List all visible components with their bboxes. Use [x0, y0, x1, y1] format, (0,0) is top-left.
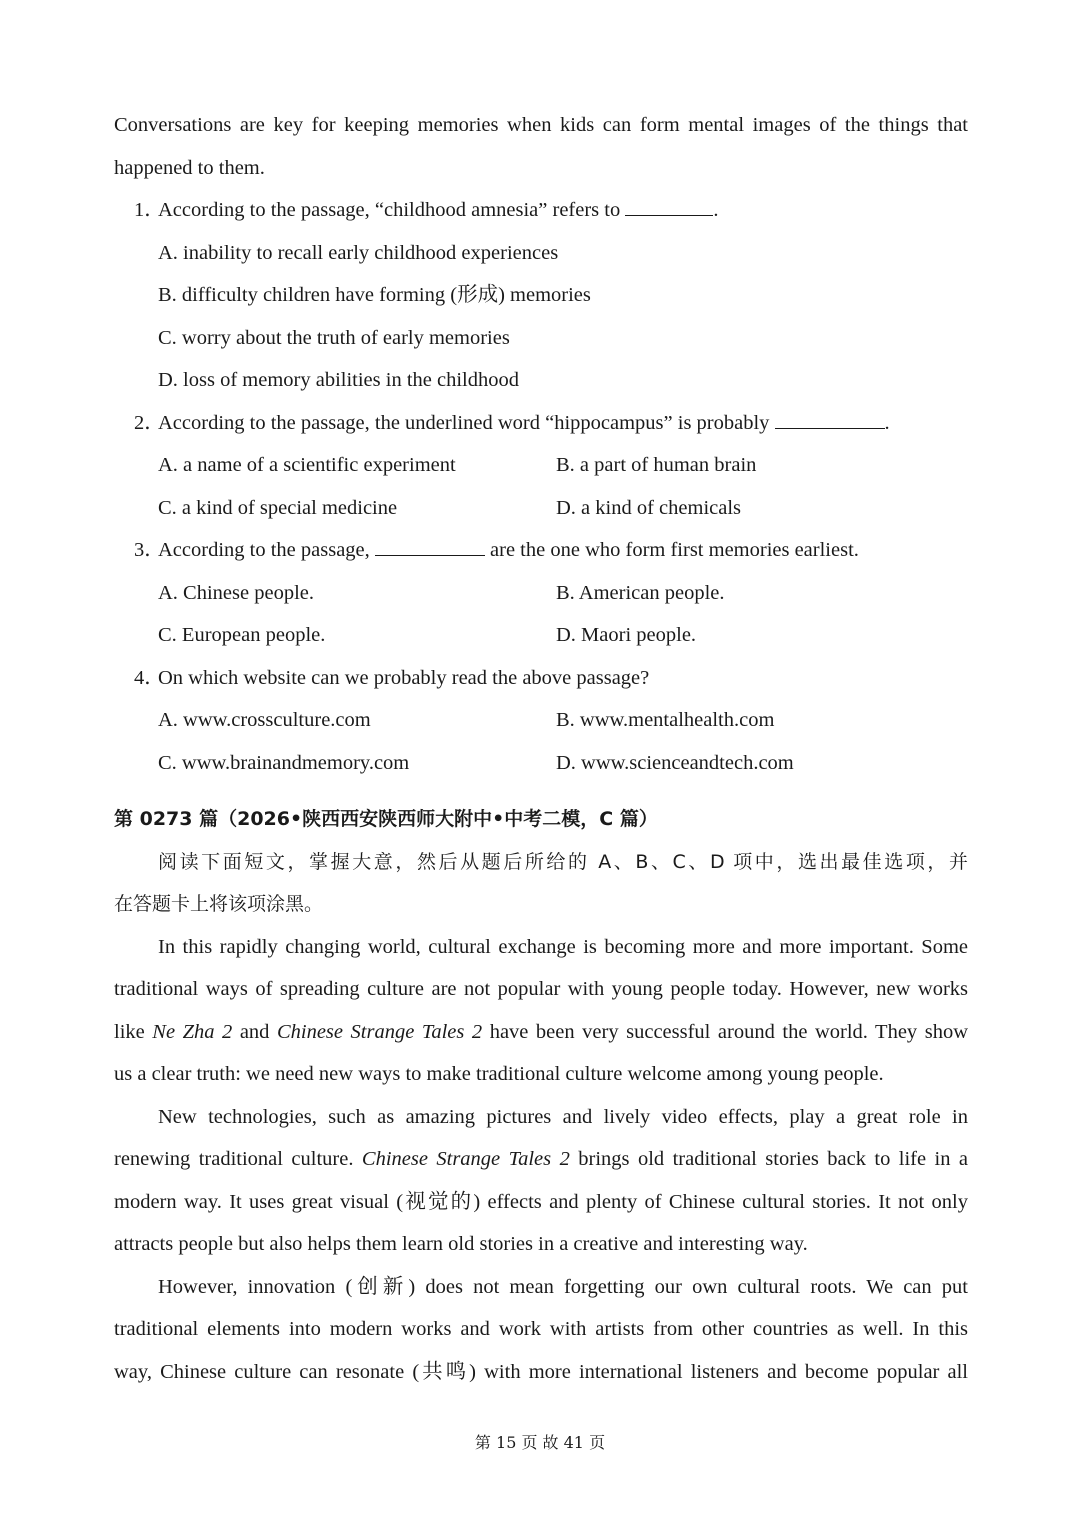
question-stem: According to the passage, the underlined word “hippocampus” is probably — [158, 411, 775, 434]
option: D. www.scienceandtech.com — [556, 751, 794, 774]
passage-line: way, Chinese culture can resonate (共鸣) with more international listeners and become popular all — [114, 1360, 968, 1383]
passage-line — [114, 1011, 968, 1054]
passage-line: traditional elements into modern works and work with artists from other countries as well. In this — [114, 1318, 968, 1340]
text-run: renewing traditional culture. — [114, 1148, 362, 1170]
option-row — [114, 572, 968, 615]
instruction-line: 在答题卡上将该项涂黑。 — [114, 893, 324, 915]
text-run: have been very successful around the world. They show — [482, 1020, 968, 1043]
option-row — [114, 699, 968, 742]
option: B. American people. — [556, 581, 725, 604]
option: D. Maori people. — [556, 624, 697, 646]
passage-line: us a clear truth: we need new ways to make traditional culture welcome among young people. — [114, 1063, 884, 1085]
text-run: and — [232, 1020, 277, 1043]
page-footer: 第 15 页 故 41 页 — [474, 1433, 606, 1452]
answer-blank — [775, 402, 885, 429]
question-number: 3． — [134, 539, 165, 561]
option-row — [114, 742, 968, 785]
option: C. European people. — [158, 624, 326, 646]
option: B. www.mentalhealth.com — [556, 709, 775, 731]
passage-line: attracts people but also helps them learn old stories in a creative and interesting way. — [114, 1233, 808, 1255]
question-stem-end: . — [884, 411, 890, 434]
question-stem: According to the passage, — [158, 539, 375, 561]
option: A. a name of a scientific experiment — [158, 454, 456, 476]
question-stem: According to the passage, “childhood amnesia” refers to — [158, 199, 626, 221]
answer-blank — [375, 529, 485, 556]
title-italic: Chinese Strange Tales 2 — [361, 1148, 570, 1170]
option-row — [114, 614, 968, 657]
title-italic: Ne Zha 2 — [152, 1020, 233, 1043]
option: D. loss of memory abilities in the childhood — [158, 369, 519, 391]
passage-line: traditional ways of spreading culture are not popular with young people today. However, new works — [114, 978, 968, 1000]
option-row — [114, 487, 968, 530]
text-run: brings old traditional stories back to life in a — [569, 1148, 968, 1170]
option-row — [114, 444, 968, 487]
passage-line — [114, 1138, 968, 1181]
passage-line: However, innovation (创新) does not mean forgetting our own cultural roots. We can put — [158, 1275, 968, 1298]
question-2 — [114, 402, 968, 445]
question-number: 1． — [134, 199, 165, 221]
option: C. worry about the truth of early memories — [158, 326, 510, 349]
question-stem: On which website can we probably read the above passage? — [158, 666, 650, 689]
title-italic: Chinese Strange Tales 2 — [276, 1020, 483, 1043]
question-number: 4． — [134, 666, 165, 689]
question-stem-end: . — [713, 199, 719, 221]
option: D. a kind of chemicals — [556, 496, 742, 519]
passage-line: In this rapidly changing world, cultural exchange is becoming more and more important. Some — [158, 935, 968, 958]
passage-line: New technologies, such as amazing pictures and lively video effects, play a great role in — [158, 1105, 968, 1128]
instruction-line: 阅读下面短文，掌握大意，然后从题后所给的 A、B、C、D 项中，选出最佳选项，并 — [158, 850, 968, 873]
option: A. Chinese people. — [158, 581, 314, 604]
question-4 — [114, 657, 968, 700]
option: B. difficulty children have forming (形成) memories — [158, 284, 591, 306]
option: A. www.crossculture.com — [158, 709, 371, 731]
option: B. a part of human brain — [556, 454, 757, 476]
option: A. inability to recall early childhood experiences — [158, 241, 559, 264]
text-run: like — [114, 1020, 153, 1043]
question-number: 2． — [134, 411, 165, 434]
question-3 — [114, 529, 968, 572]
answer-blank — [625, 189, 713, 216]
option: C. www.brainandmemory.com — [158, 751, 410, 774]
section-title: 第 0273 篇（2026•陕西西安陕西师大附中•中考二模，C 篇） — [114, 808, 658, 830]
intro-line: happened to them. — [114, 156, 265, 179]
option: C. a kind of special medicine — [158, 496, 398, 519]
intro-line: Conversations are key for keeping memories when kids can form mental images of the things that — [114, 114, 968, 136]
question-1 — [114, 189, 968, 232]
question-stem-end: are the one who form first memories earliest. — [484, 539, 859, 561]
document-page — [114, 104, 968, 1393]
passage-line: modern way. It uses great visual (视觉的) effects and plenty of Chinese cultural stories. It not only — [114, 1190, 968, 1213]
